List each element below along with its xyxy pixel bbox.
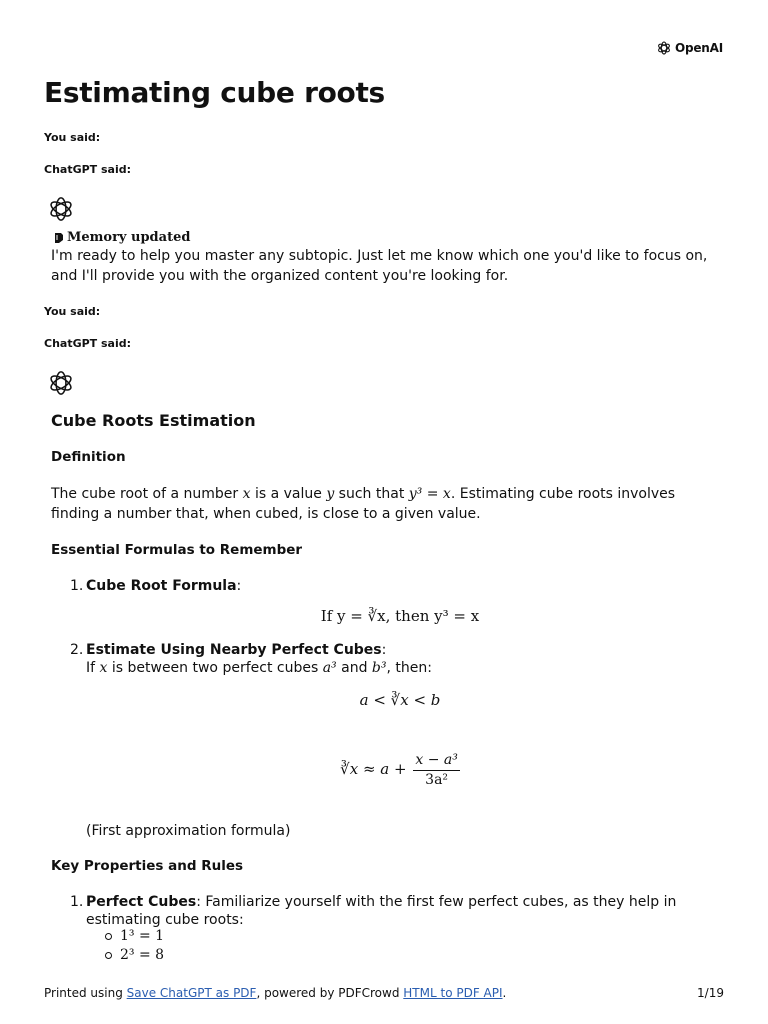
- save-chatgpt-pdf-link[interactable]: Save ChatGPT as PDF: [126, 986, 257, 1000]
- page-title: Estimating cube roots: [44, 76, 385, 109]
- memory-updated-note: [54, 230, 190, 245]
- page-number: 1/19: [697, 986, 724, 1000]
- user-label: You said:: [44, 305, 101, 318]
- brand-logo: [656, 40, 723, 56]
- user-label: You said:: [44, 131, 101, 144]
- memory-icon: [54, 232, 64, 244]
- memory-updated-label: Memory updated: [67, 230, 191, 245]
- formulas-heading: Essential Formulas to Remember: [51, 542, 303, 558]
- list-item: 1. Perfect Cubes: Familiarize yourself with the first few perfect cubes, as they help in estimating cube roots:: [70, 894, 677, 928]
- approximation-note: (First approximation formula): [86, 823, 291, 839]
- brand-name: OpenAI: [674, 41, 723, 55]
- display-equation: If y = ∛x, then y³ = x: [320, 607, 480, 625]
- properties-heading: Key Properties and Rules: [51, 858, 244, 874]
- list-item: 2³ = 8: [105, 947, 164, 963]
- definition-paragraph: The cube root of a number x is a value y such that y³ = x. Estimating cube roots involves finding a number that, when cubed, is close to a given value.: [51, 486, 676, 522]
- display-approximation: ∛x ≈ a + $\frac{\text{x − a³}}{\text{3a²}}$: [340, 752, 458, 788]
- openai-logo-icon: [656, 40, 672, 56]
- display-inequality: a < ∛x < b: [359, 691, 441, 709]
- page-footer: [44, 986, 724, 1000]
- list-item: 2. Estimate Using Nearby Perfect Cubes: If x is between two perfect cubes a³ and b³, then:: [70, 642, 432, 676]
- assistant-message-text: I'm ready to help you master any subtopic. Just let me know which one you'd like to focus on, and I'll provide you with the organized content you're looking for.: [51, 248, 708, 284]
- chatgpt-avatar-icon: [47, 195, 75, 223]
- html-to-pdf-api-link[interactable]: HTML to PDF API: [403, 986, 503, 1000]
- assistant-label: ChatGPT said:: [44, 337, 132, 350]
- list-item: 1³ = 1: [105, 928, 164, 944]
- list-item: 1. Cube Root Formula:: [70, 578, 242, 594]
- definition-heading: Definition: [51, 449, 126, 465]
- chatgpt-avatar-icon: [47, 369, 75, 397]
- section-heading: Cube Roots Estimation: [51, 411, 256, 430]
- assistant-label: ChatGPT said:: [44, 163, 132, 176]
- footer-credit: Printed using Save ChatGPT as PDF, powered by PDFCrowd HTML to PDF API.: [44, 986, 507, 1000]
